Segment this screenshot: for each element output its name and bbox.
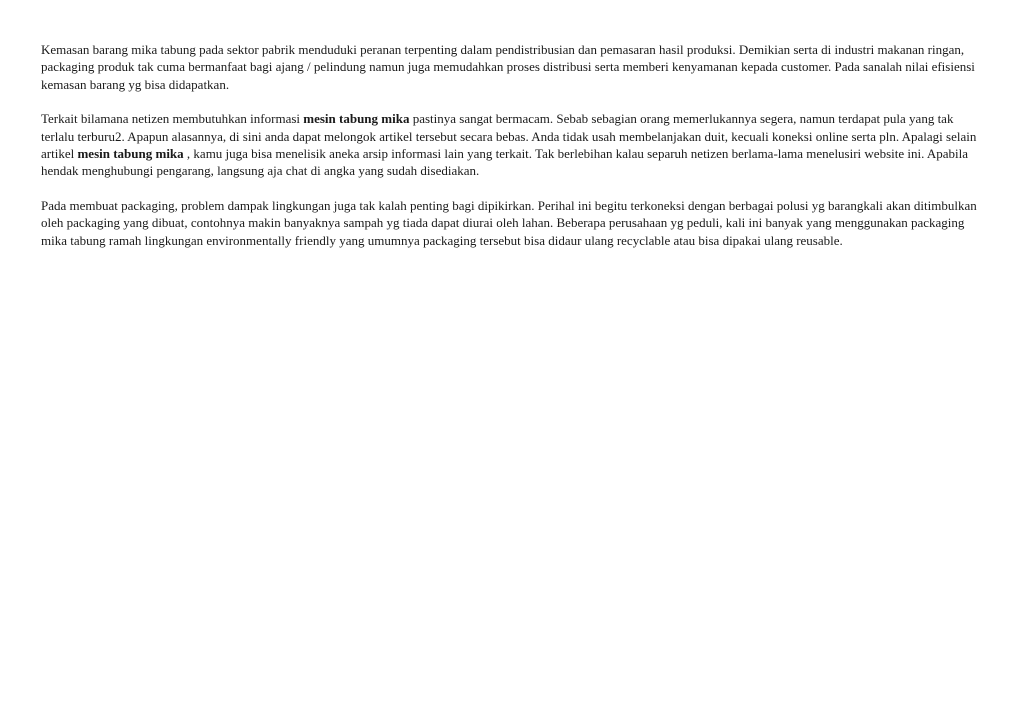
paragraph-text: Pada membuat packaging, problem dampak lingkungan juga tak kalah penting bagi dipikirkan. Perihal ini begitu terkoneksi dengan berbagai polusi yg barangkali akan ditimbulkan oleh packaging yang dibuat, contohnya makin banyaknya sampah yg tiada dapat diurai oleh lahan. Beberapa perusahaan yg peduli, kali ini banyak yang menggunakan packaging mika tabung ramah lingkungan environmentally friendly yang umumnya packaging tersebut bisa didaur ulang recyclable atau bisa dipakai ulang reusable. (41, 197, 977, 248)
document-page (41, 41, 981, 266)
paragraph-text: Kemasan barang mika tabung pada sektor pabrik menduduki peranan terpenting dalam pendistribusian dan pemasaran hasil produksi. Demikian serta di industri makanan ringan, packaging produk tak cuma bermanfaat bagi ajang / pelindung namun juga memudahkan proses distribusi serta memberi kenyamanan kepada customer. Pada sanalah nilai efisiensi kemasan barang yg bisa didapatkan. (41, 42, 975, 92)
keyword-bold: mesin tabung mika (303, 111, 410, 127)
paragraph-intro (41, 41, 981, 93)
keyword-bold: mesin tabung mika (77, 146, 184, 162)
paragraph-environment (41, 197, 981, 249)
paragraph-text: , kamu juga bisa menelisik aneka arsip informasi lain yang terkait. Tak berlebihan kalau separuh netizen berlama-lama menelusiri website ini. Apabila hendak menghubungi pengarang, langsung aja chat di angka yang sudah disediakan. (41, 146, 969, 179)
paragraph-info (41, 110, 981, 180)
paragraph-text: pastinya sangat bermacam. Sebab sebagian orang memerlukannya segera, namun terdapat pula yang tak terlalu terburu2. Apapun alasannya, di sini anda dapat melongok artikel tersebut secara bebas. Anda tidak usah membelanjakan duit, kecuali koneksi online serta pln. Apalagi selain artikel (41, 111, 977, 162)
paragraph-text: Terkait bilamana netizen membutuhkan informasi (41, 111, 304, 127)
